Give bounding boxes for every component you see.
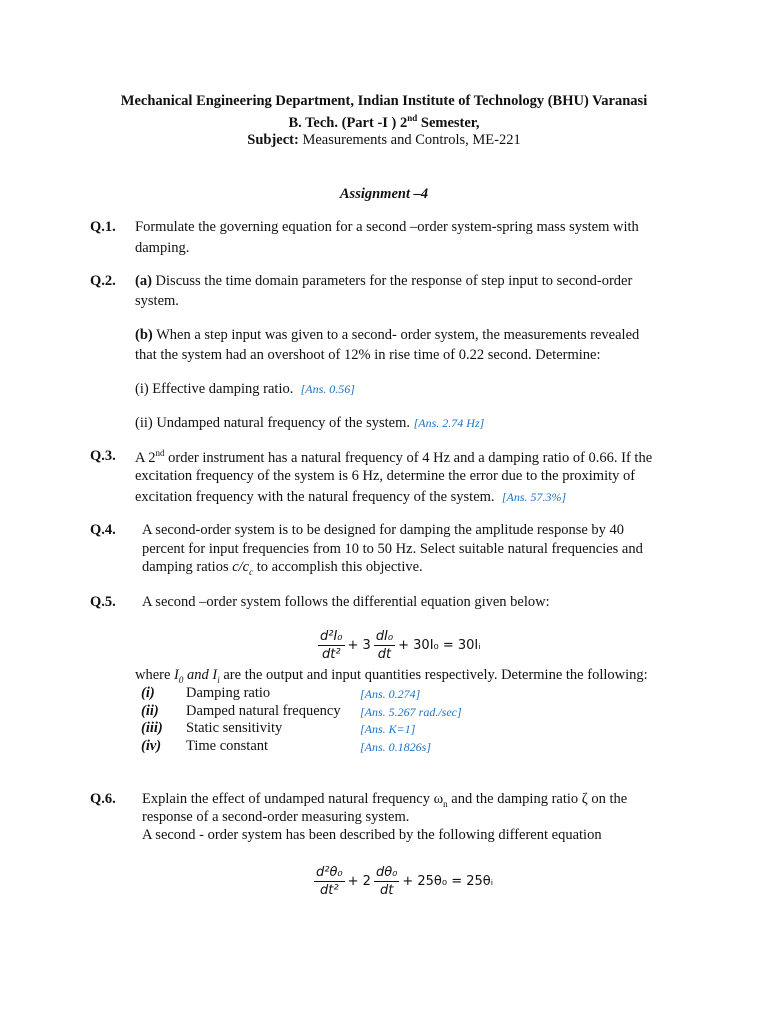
- q3-line1-sup: nd: [155, 448, 165, 458]
- header-program-sup: nd: [407, 113, 418, 123]
- q4-line2: percent for input frequencies from 10 to 50 Hz. Select suitable natural frequencies and: [142, 541, 643, 557]
- q6-eq-plus2: + 2: [347, 874, 371, 889]
- q5-item-answer: [Ans. 5.267 rad./sec]: [360, 705, 462, 719]
- q6-line1-post: and the damping ratio ζ on the: [447, 791, 628, 807]
- q6-line1: [142, 791, 627, 809]
- q4-line3-post: to accomplish this objective.: [253, 559, 423, 575]
- q2-item-ii-text: (ii) Undamped natural frequency of the system.: [135, 415, 411, 431]
- q5-item-num: (i): [141, 685, 155, 701]
- q3-line3: [135, 489, 566, 506]
- q2a-text: Discuss the time domain parameters for the response of step input to second-order: [151, 273, 633, 289]
- q5-item-num: (iv): [141, 738, 162, 754]
- q5-where-ii: I: [212, 667, 218, 683]
- q2-label: Q.2.: [90, 273, 116, 289]
- q6-eq-den2: dt: [379, 883, 394, 898]
- q5-eq-num1: d²I₀: [320, 629, 343, 644]
- q5-eq-plus3: + 3: [347, 638, 371, 653]
- q1-line2: damping.: [135, 240, 190, 256]
- header-program: [0, 113, 768, 132]
- q6-line3: A second - order system has been described by the following different equation: [142, 827, 602, 843]
- subject-label: Subject:: [247, 132, 299, 148]
- q2-item-ii-answer: [Ans. 2.74 Hz]: [413, 416, 485, 430]
- q6-eq-num1: d²θ₀: [316, 865, 343, 880]
- q2-item-i: [135, 381, 355, 398]
- q1-line1: Formulate the governing equation for a second –order system-spring mass system with: [135, 219, 639, 235]
- q6-label: Q.6.: [90, 791, 116, 807]
- q5-where-and: and: [183, 667, 213, 683]
- q5-where-pre: where: [135, 667, 175, 683]
- assignment-title: Assignment –4: [339, 186, 429, 202]
- q5-eq-frac1: [318, 628, 345, 663]
- q6-line2: response of a second-order measuring system.: [142, 809, 410, 825]
- q3-answer: [Ans. 57.3%]: [501, 490, 567, 504]
- q2a-line2: system.: [135, 293, 179, 309]
- q6-eq-rest: + 25θ₀ = 25θᵢ: [402, 874, 494, 889]
- q4-line3: [142, 559, 423, 577]
- q5-eq-rest: + 30I₀ = 30Iᵢ: [398, 638, 481, 653]
- q5-item-text: Damped natural frequency: [186, 703, 341, 719]
- header-program-semester: Semester,: [417, 114, 480, 131]
- q2b-label: (b): [135, 327, 153, 343]
- q4-ratio: c/c: [232, 559, 250, 575]
- q1-label: Q.1.: [90, 219, 116, 235]
- q4-ratio-sub: c: [249, 566, 254, 577]
- q6-line1-pre: Explain the effect of undamped natural frequency ω: [142, 791, 444, 807]
- q5-eq-den2: dt: [377, 647, 392, 662]
- q4-line1: A second-order system is to be designed for damping the amplitude response by 40: [142, 522, 625, 538]
- q5-item-answer: [Ans. K=1]: [360, 722, 416, 736]
- header-program-text: B. Tech. (Part -I ) 2: [288, 114, 408, 131]
- q3-line2: excitation frequency of the system is 6 Hz, determine the error due to the proximity of: [135, 468, 636, 484]
- q6-line1-sub: n: [443, 798, 448, 809]
- q3-line1-post: order instrument has a natural frequency of 4 Hz and a damping ratio of 0.66. If the: [164, 449, 653, 466]
- header-subject: [0, 132, 768, 149]
- q5-where-io-sub: 0: [178, 674, 184, 685]
- q6-eq-frac2: [374, 864, 399, 899]
- header-institution: Mechanical Engineering Department, Indian Institute of Technology (BHU) Varanasi: [120, 93, 648, 109]
- q2b-line2: that the system had an overshoot of 12% in rise time of 0.22 second. Determine:: [135, 347, 601, 363]
- subject-value: Measurements and Controls, ME-221: [298, 132, 521, 148]
- q5-where-post: are the output and input quantities respectively. Determine the following:: [219, 667, 648, 683]
- q3-line3-text: excitation frequency with the natural frequency of the system.: [135, 489, 495, 505]
- q2-item-ii: [135, 415, 484, 432]
- q6-eq-num2: dθ₀: [375, 865, 398, 880]
- q2-item-i-answer: [Ans. 0.56]: [300, 382, 355, 396]
- q2b-text: When a step input was given to a second- order system, the measurements revealed: [152, 327, 640, 343]
- q3-label: Q.3.: [90, 448, 116, 464]
- q2a-label: (a): [135, 273, 152, 289]
- q3-line1: [135, 448, 652, 467]
- q6-eq-den1: dt²: [320, 883, 339, 898]
- q5-eq-num2: dI₀: [375, 629, 394, 644]
- q5-item-num: (ii): [141, 703, 159, 719]
- q5-item-answer: [Ans. 0.274]: [360, 687, 421, 701]
- q5-label: Q.5.: [90, 594, 116, 610]
- q5-item-answer: [Ans. 0.1826s]: [360, 740, 432, 754]
- q2a-line1: [135, 273, 632, 290]
- q4-line3-pre: damping ratios: [142, 559, 233, 575]
- q5-item-num: (iii): [141, 720, 163, 736]
- q5-item-text: Damping ratio: [186, 685, 271, 701]
- q5-item-text: Static sensitivity: [186, 720, 283, 736]
- q5-item-text: Time constant: [186, 738, 269, 754]
- q5-eq-den1: dt²: [321, 647, 341, 662]
- q5-where-io: I: [174, 667, 179, 683]
- q5-eq-frac2: [374, 628, 395, 663]
- q3-line1-pre: A 2: [135, 449, 156, 466]
- q4-label: Q.4.: [90, 522, 116, 538]
- q6-equation: [314, 864, 496, 899]
- q2-item-i-text: (i) Effective damping ratio.: [135, 381, 294, 397]
- q5-where: [135, 667, 648, 685]
- q5-where-ii-sub: i: [217, 674, 220, 685]
- q6-eq-frac1: [314, 864, 345, 899]
- q5-equation: [318, 628, 484, 663]
- q2b-line1: [135, 327, 639, 344]
- q5-intro: A second –order system follows the differential equation given below:: [142, 594, 550, 610]
